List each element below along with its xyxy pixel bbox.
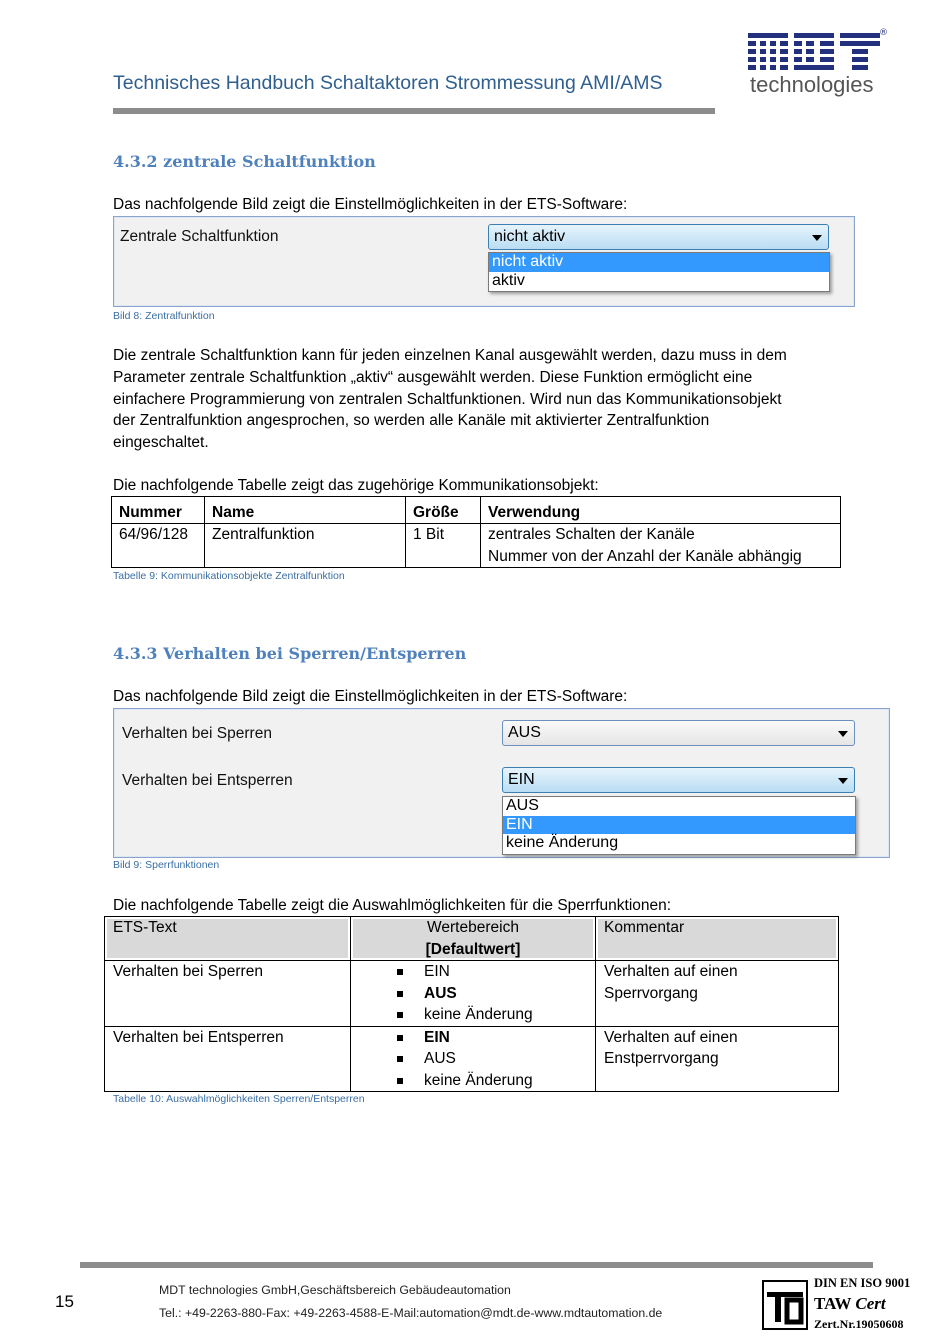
table-row <box>105 961 839 1027</box>
list-item-default: AUS <box>394 983 588 1005</box>
cert-taw <box>814 1294 886 1314</box>
kommentar-line: Verhalten auf einen <box>604 1028 738 1046</box>
ets-dialog-zentral <box>113 216 855 307</box>
table-cell-kommentar <box>596 961 839 1027</box>
certification-badge <box>762 1276 922 1334</box>
footer-company: MDT technologies GmbH,Geschäftsbereich Gebäudeautomation <box>159 1283 511 1297</box>
verwendung-line: Nummer von der Anzahl der Kanäle abhängig <box>488 547 802 565</box>
table-cell-name: Zentralfunktion <box>205 524 406 568</box>
dropdown-option-ein[interactable]: EIN <box>503 816 855 835</box>
table-header-wertebereich <box>351 917 596 961</box>
entsperren-combobox-value: EIN <box>508 771 535 788</box>
header-defaultwert-line: [Defaultwert] <box>425 940 521 958</box>
page-number: 15 <box>55 1292 74 1311</box>
table-caption-9: Tabelle 9: Kommunikationsobjekte Zentralfunktion <box>113 570 345 582</box>
entsperren-dropdown-list <box>502 796 856 855</box>
ets-dialog-sperren <box>113 708 890 858</box>
kommentar-line: Sperrvorgang <box>604 984 698 1002</box>
cert-taw-word: TAW <box>814 1294 852 1313</box>
document-title: Technisches Handbuch Schaltaktoren Strommessung AMI/AMS <box>113 72 663 94</box>
ets-label-entsperren: Verhalten bei Entsperren <box>122 772 293 789</box>
zentral-combobox-value: nicht aktiv <box>494 228 566 245</box>
section1-body <box>113 345 787 454</box>
section1-intro: Das nachfolgende Bild zeigt die Einstellmöglichkeiten in der ETS-Software: <box>113 196 628 213</box>
table9-intro: Die nachfolgende Tabelle zeigt das zugehörige Kommunikationsobjekt: <box>113 477 599 494</box>
footer-contact: Tel.: +49-2263-880-Fax: +49-2263-4588-E-Mail:automation@mdt.de-www.mdtautomation.de <box>159 1306 663 1320</box>
mdt-logo <box>748 28 894 102</box>
body-line: eingeschaltet. <box>113 434 209 452</box>
table-header-cell: Größe <box>406 497 481 524</box>
logo-text: MDT <box>748 28 751 29</box>
table-sperrfunktionen <box>104 916 839 1092</box>
table-caption-10: Tabelle 10: Auswahlmöglichkeiten Sperren/Entsperren <box>113 1093 365 1105</box>
chevron-down-icon[interactable] <box>838 778 848 784</box>
body-line: einfachere Programmierung von zentralen Schaltfunktionen. Wird nun das Kommunikationsobjekt <box>113 390 782 408</box>
cert-number: Zert.Nr.19050608 <box>814 1317 904 1331</box>
body-line: Parameter zentrale Schaltfunktion „aktiv“ ausgewählt werden. Diese Funktion ermöglicht eine <box>113 368 753 386</box>
table-row <box>112 524 841 568</box>
logo-subtitle: technologies <box>750 72 874 97</box>
sperren-combobox[interactable] <box>502 720 855 746</box>
table-cell-ets-text: Verhalten bei Entsperren <box>105 1026 351 1092</box>
logo-registered: ® <box>879 28 888 38</box>
list-item: EIN <box>394 961 588 983</box>
chevron-down-icon[interactable] <box>838 731 848 737</box>
table-cell-wertebereich <box>351 1026 596 1092</box>
dropdown-option-aktiv[interactable]: aktiv <box>492 271 525 289</box>
table-header-cell: Verwendung <box>481 497 841 524</box>
table-header-cell: Name <box>205 497 406 524</box>
body-line: der Zentralfunktion angesprochen, so werden alle Kanäle mit aktivierter Zentralfunktion <box>113 412 710 430</box>
table-header-row <box>105 917 839 961</box>
footer-rule <box>80 1262 873 1268</box>
table-header-kommentar: Kommentar <box>596 917 839 961</box>
taw-logo <box>762 1280 808 1330</box>
body-line: Die zentrale Schaltfunktion kann für jeden einzelnen Kanal ausgewählt werden, dazu muss in dem <box>113 347 787 364</box>
dropdown-option-keine-aenderung[interactable]: keine Änderung <box>506 834 619 851</box>
header-wertebereich-line: Wertebereich <box>427 919 519 936</box>
table-kommunikationsobjekt <box>111 496 841 568</box>
table-header-cell: Nummer <box>112 497 205 524</box>
header-rule <box>113 108 715 114</box>
ets-label-zentrale: Zentrale Schaltfunktion <box>120 228 279 245</box>
section-heading-zentrale: 4.3.2 zentrale Schaltfunktion <box>113 152 376 171</box>
mdt-logo-mark <box>748 28 880 72</box>
list-item: keine Änderung <box>394 1070 588 1092</box>
table10-intro: Die nachfolgende Tabelle zeigt die Auswahlmöglichkeiten für die Sperrfunktionen: <box>113 897 672 914</box>
list-item: AUS <box>394 1048 588 1070</box>
table-cell-kommentar <box>596 1026 839 1092</box>
ets-label-sperren: Verhalten bei Sperren <box>122 725 272 742</box>
kommentar-line: Verhalten auf einen <box>604 963 738 980</box>
taw-logo-text: ta <box>764 1282 765 1283</box>
section2-intro: Das nachfolgende Bild zeigt die Einstellmöglichkeiten in der ETS-Software: <box>113 688 628 705</box>
verwendung-line: zentrales Schalten der Kanäle <box>488 526 695 543</box>
cert-cert-word: Cert <box>855 1294 886 1313</box>
table-row <box>105 1026 839 1092</box>
dropdown-option-aus[interactable]: AUS <box>506 797 539 814</box>
section-heading-sperren: 4.3.3 Verhalten bei Sperren/Entsperren <box>113 644 467 663</box>
list-item-default: EIN <box>394 1027 588 1049</box>
cert-iso: DIN EN ISO 9001 <box>814 1276 911 1290</box>
table-header-row <box>112 497 841 524</box>
table-cell-nummer: 64/96/128 <box>112 524 205 568</box>
zentral-dropdown-list <box>488 252 830 292</box>
chevron-down-icon[interactable] <box>812 235 822 241</box>
table-cell-ets-text: Verhalten bei Sperren <box>105 961 351 1027</box>
taw-logo-mark <box>764 1282 806 1328</box>
table-cell-groesse: 1 Bit <box>406 524 481 568</box>
table-cell-wertebereich <box>351 961 596 1027</box>
sperren-combobox-value: AUS <box>508 724 541 741</box>
table-cell-verwendung <box>481 524 841 568</box>
entsperren-combobox[interactable] <box>502 767 855 793</box>
dropdown-option-nicht-aktiv[interactable]: nicht aktiv <box>489 253 829 272</box>
figure-caption-9: Bild 9: Sperrfunktionen <box>113 859 220 871</box>
figure-caption-8: Bild 8: Zentralfunktion <box>113 310 215 322</box>
table-header-ets-text: ETS-Text <box>105 917 351 961</box>
list-item: keine Änderung <box>394 1004 588 1026</box>
kommentar-line: Enstperrvorgang <box>604 1050 719 1067</box>
zentral-combobox[interactable] <box>488 224 829 250</box>
